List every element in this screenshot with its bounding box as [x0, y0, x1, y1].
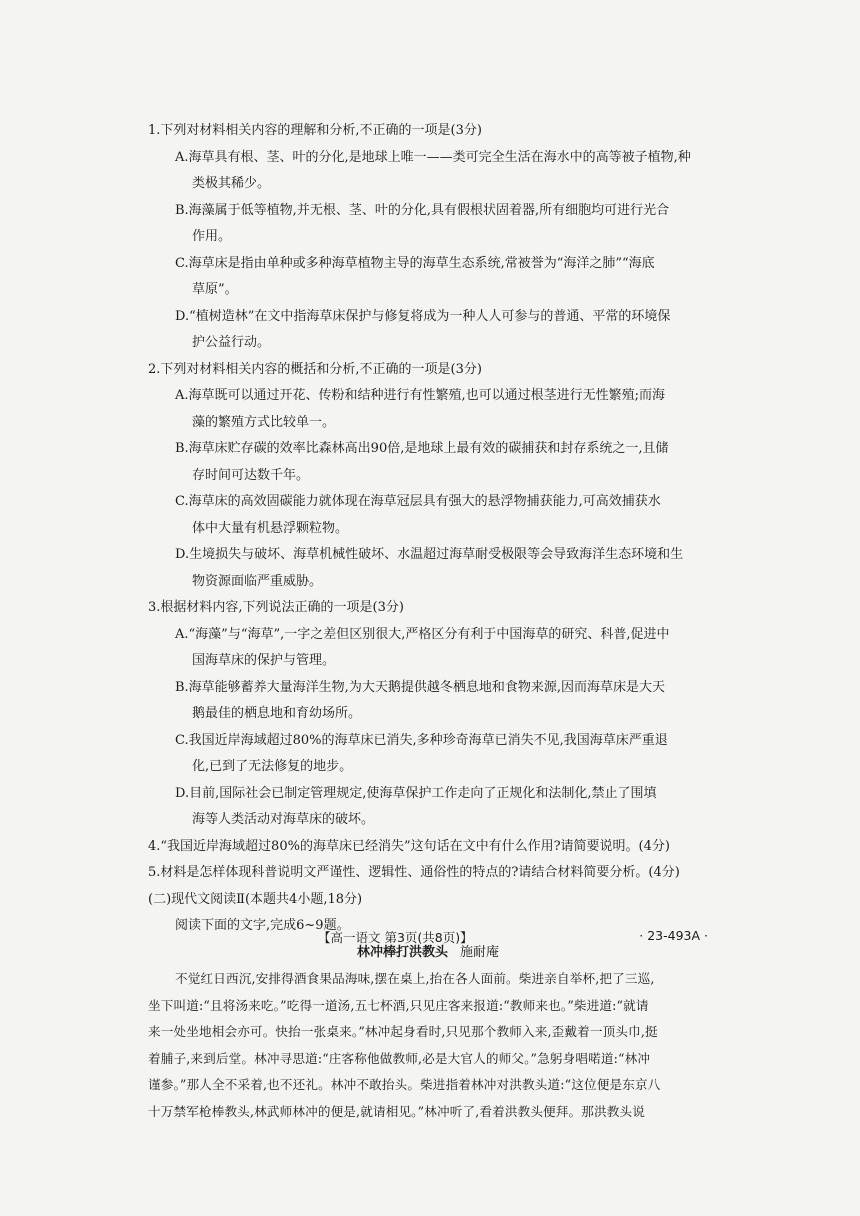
- passage-line: 谨参。”那人全不采着,也不还礼。林冲不敢抬头。柴进指着林冲对洪教头道:“这位便是东京八: [148, 1077, 661, 1092]
- question-3-option-d-cont: 海等人类活动对海草床的破坏。: [192, 812, 375, 827]
- question-2-option-c: C.海草床的高效固碳能力就体现在海草冠层具有强大的悬浮物捕获能力,可高效捕获水: [175, 494, 661, 509]
- passage-line: 坐下叫道:“且将汤来吃。”吃得一道汤,五七杯酒,只见庄客来报道:“教师来也。”柴进道:“就请: [148, 997, 649, 1013]
- footer-exam-code: · 23-493A ·: [639, 928, 708, 943]
- passage-title: 林冲棒打洪教头: [356, 944, 448, 960]
- section-2-heading: (二)现代文阅读Ⅱ(本题共4小题,18分): [148, 891, 363, 907]
- question-2-option-b: B.海草床贮存碳的效率比森林高出90倍,是地球上最有效的碳捕获和封存系统之一,且储: [175, 441, 669, 456]
- question-1-option-a: A.海草具有根、茎、叶的分化,是地球上唯一——类可完全生活在海水中的高等被子植物,种: [175, 149, 691, 165]
- question-1-stem: 1.下列对材料相关内容的理解和分析,不正确的一项是(3分): [148, 123, 482, 138]
- question-4: 4.“我国近岸海域超过80%的海草床已经消失”这句话在文中有什么作用?请简要说明。(4分): [148, 838, 670, 854]
- question-1-option-b-cont: 作用。: [192, 229, 232, 244]
- question-3-option-a-cont: 国海草床的保护与管理。: [192, 653, 336, 668]
- passage-line: 不觉红日西沉,安排得酒食果品海味,摆在桌上,抬在各人面前。柴进亲自举杯,把了三巡,: [175, 971, 655, 986]
- passage-author: 施耐庵: [460, 944, 500, 960]
- question-2-option-b-cont: 存时间可达数千年。: [192, 467, 310, 483]
- question-3-option-a: A.“海藻”与“海草”,一字之差但区别很大,严格区分有利于中国海草的研究、科普,促进中: [175, 626, 670, 642]
- passage-line: 来一处坐地相会亦可。快抬一张桌来。”林冲起身看时,只见那个教师入来,歪戴着一顶头巾,挺: [148, 1024, 658, 1039]
- question-2-option-d: D.生境损失与破坏、海草机械性破坏、水温超过海草耐受极限等会导致海洋生态环境和生: [175, 547, 684, 562]
- question-1-option-b: B.海藻属于低等植物,并无根、茎、叶的分化,具有假根状固着器,所有细胞均可进行光合: [175, 202, 670, 218]
- question-1-option-c: C.海草床是指由单种或多种海草植物主导的海草生态系统,常被誉为“海洋之肺”“海底: [175, 255, 655, 271]
- passage-line: 十万禁军枪棒教头,林武师林冲的便是,就请相见。”林冲听了,看着洪教头便拜。那洪教头说: [148, 1103, 646, 1119]
- question-2-stem: 2.下列对材料相关内容的概括和分析,不正确的一项是(3分): [148, 361, 482, 377]
- question-3-option-b: B.海草能够蓄养大量海洋生物,为大天鹅提供越冬栖息地和食物来源,因而海草床是大天: [175, 679, 665, 695]
- question-1-option-c-cont: 草原”。: [192, 282, 238, 297]
- question-3-option-d: D.目前,国际社会已制定管理规定,使海草保护工作走向了正规化和法制化,禁止了围填: [175, 785, 657, 801]
- question-1-option-d-cont: 护公益行动。: [192, 335, 271, 350]
- exam-page: [148, 118, 708, 1125]
- footer-subject-page: 【高一语文 第3页(共8页)】: [318, 930, 473, 945]
- question-2-option-d-cont: 物资源面临严重威胁。: [192, 573, 323, 589]
- question-3-option-c-cont: 化,已到了无法修复的地步。: [192, 759, 353, 774]
- passage-line: 着脯子,来到后堂。林冲寻思道:“庄客称他做教师,必是大官人的师父。”急躬身唱喏道:“林冲: [148, 1050, 651, 1066]
- question-2-option-a: A.海草既可以通过开花、传粉和结种进行有性繁殖,也可以通过根茎进行无性繁殖;而海: [175, 388, 666, 403]
- question-3-option-b-cont: 鹅最佳的栖息地和育幼场所。: [192, 706, 362, 721]
- passage-body: [148, 966, 708, 1125]
- question-1-option-a-cont: 类极其稀少。: [192, 176, 271, 191]
- question-3-option-c: C.我国近岸海域超过80%的海草床已消失,多种珍奇海草已消失不见,我国海草床严重退: [175, 732, 668, 748]
- question-1-option-d: D.“植树造林”在文中指海草床保护与修复将成为一种人人可参与的普通、平常的环境保: [175, 308, 671, 324]
- question-2-option-c-cont: 体中大量有机悬浮颗粒物。: [192, 520, 349, 536]
- question-5: 5.材料是怎样体现科普说明文严谨性、逻辑性、通俗性的特点的?请结合材料简要分析。(4分): [148, 865, 680, 880]
- question-3-stem: 3.根据材料内容,下列说法正确的一项是(3分): [148, 600, 404, 615]
- question-2-option-a-cont: 藻的繁殖方式比较单一。: [192, 414, 336, 430]
- section-2-instruction: 阅读下面的文字,完成6~9题。: [175, 918, 350, 933]
